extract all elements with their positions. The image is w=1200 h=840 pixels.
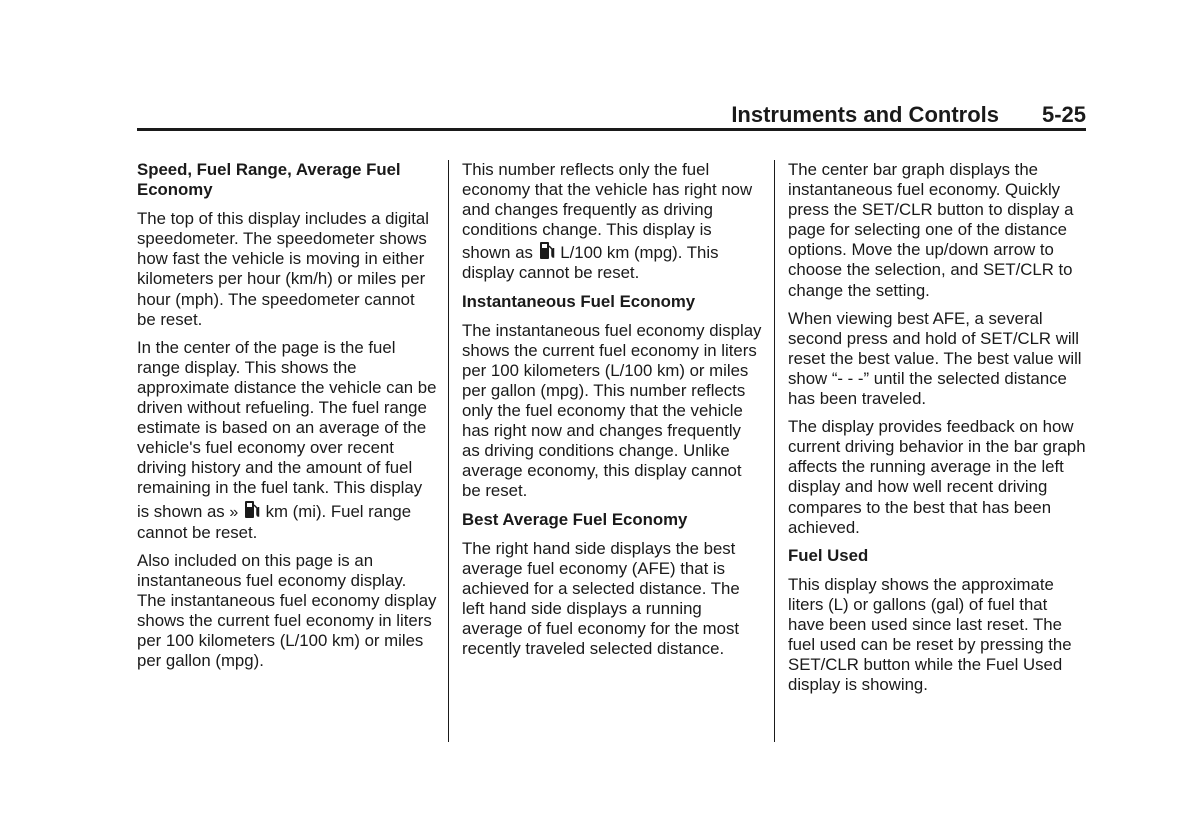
heading-speed-fuel-range: Speed, Fuel Range, Average Fuel Economy — [137, 160, 401, 200]
fuel-pump-icon — [539, 240, 555, 260]
paragraph-text: In the center of the page is the fuel range display. This shows the approximate distance the vehicle can be driven without refueling. The fuel range estimate is based on an average of the vehicle's fuel economy over recent driving history and the amount of fuel remaining in the fuel tank. This display is shown — [137, 337, 437, 521]
paragraph: The display provides feedback on how current driving behavior in the bar graph affects the running average in the left display and how well recent driving compares to the best that has been achieved. — [788, 417, 1086, 537]
paragraph: When viewing best AFE, a several second press and hold of SET/CLR will reset the best value. The best value will show “- - -” until the selected distance has been traveled. — [788, 308, 1082, 409]
page-header — [137, 100, 1086, 130]
heading-instantaneous-fuel-economy: Instantaneous Fuel Economy — [462, 291, 696, 311]
column-divider — [448, 160, 449, 742]
paragraph: Also included on this page is an instantaneous fuel economy display. The instantaneous fuel economy display shows the current fuel economy in liters per 100 kilometers (L/100 km) or miles per gallon (mpg). — [137, 550, 437, 671]
paragraph: This display shows the approximate liters (L) or gallons (gal) of fuel that have been used since last reset. The fuel used can be reset by pressing the SET/CLR button while the Fuel Used display is showing. — [788, 574, 1072, 695]
section-title: Instruments and Controls — [731, 102, 999, 127]
header-rule — [137, 128, 1086, 131]
column-3 — [788, 160, 1088, 703]
heading-best-average-fuel-economy: Best Average Fuel Economy — [462, 509, 688, 529]
paragraph: The top of this display includes a digital speedometer. The speedometer shows how fast the vehicle is moving in either kilometers per hour (km/h) or miles per hour (mph). The speedometer cannot be reset. — [137, 209, 429, 329]
paragraph: The right hand side displays the best average fuel economy (AFE) that is achieved for a selected distance. The left hand side displays a running average of fuel economy for the most recently traveled selected distance. — [462, 538, 740, 659]
paragraph-text: as — [206, 501, 225, 521]
page-number: 5-25 — [1041, 102, 1086, 127]
column-divider — [774, 160, 775, 742]
column-1 — [137, 160, 437, 679]
paragraph — [462, 160, 762, 284]
paragraph-text: km (mi). Fuel range cannot be reset. — [137, 501, 412, 542]
fuel-pump-icon — [244, 499, 260, 519]
paragraph: The instantaneous fuel economy display shows the current fuel economy in liters per 100 kilometers (L/100 km) or miles per gallon (mpg). This number reflects only the fuel economy that the vehicle has right now and changes frequently as driving conditions change. Unlike average economy, this display cannot be reset. — [462, 320, 762, 501]
paragraph-text: L/100 km (mpg). This display cannot be reset. — [462, 243, 719, 283]
paragraph-text: as — [515, 243, 533, 263]
paragraph — [137, 338, 437, 543]
column-2 — [462, 160, 762, 667]
heading-fuel-used: Fuel Used — [788, 545, 869, 565]
chevron-glyph: » — [229, 503, 239, 521]
paragraph-text: This number reflects only the fuel economy that the vehicle has right now and changes frequently as driving conditions change. This display is shown — [462, 160, 753, 263]
paragraph: The center bar graph displays the instantaneous fuel economy. Quickly press the SET/CLR button to display a page for selecting one of the distance options. Move the up/down arrow to choose the selection, and SET/CLR to change the setting. — [788, 160, 1074, 300]
